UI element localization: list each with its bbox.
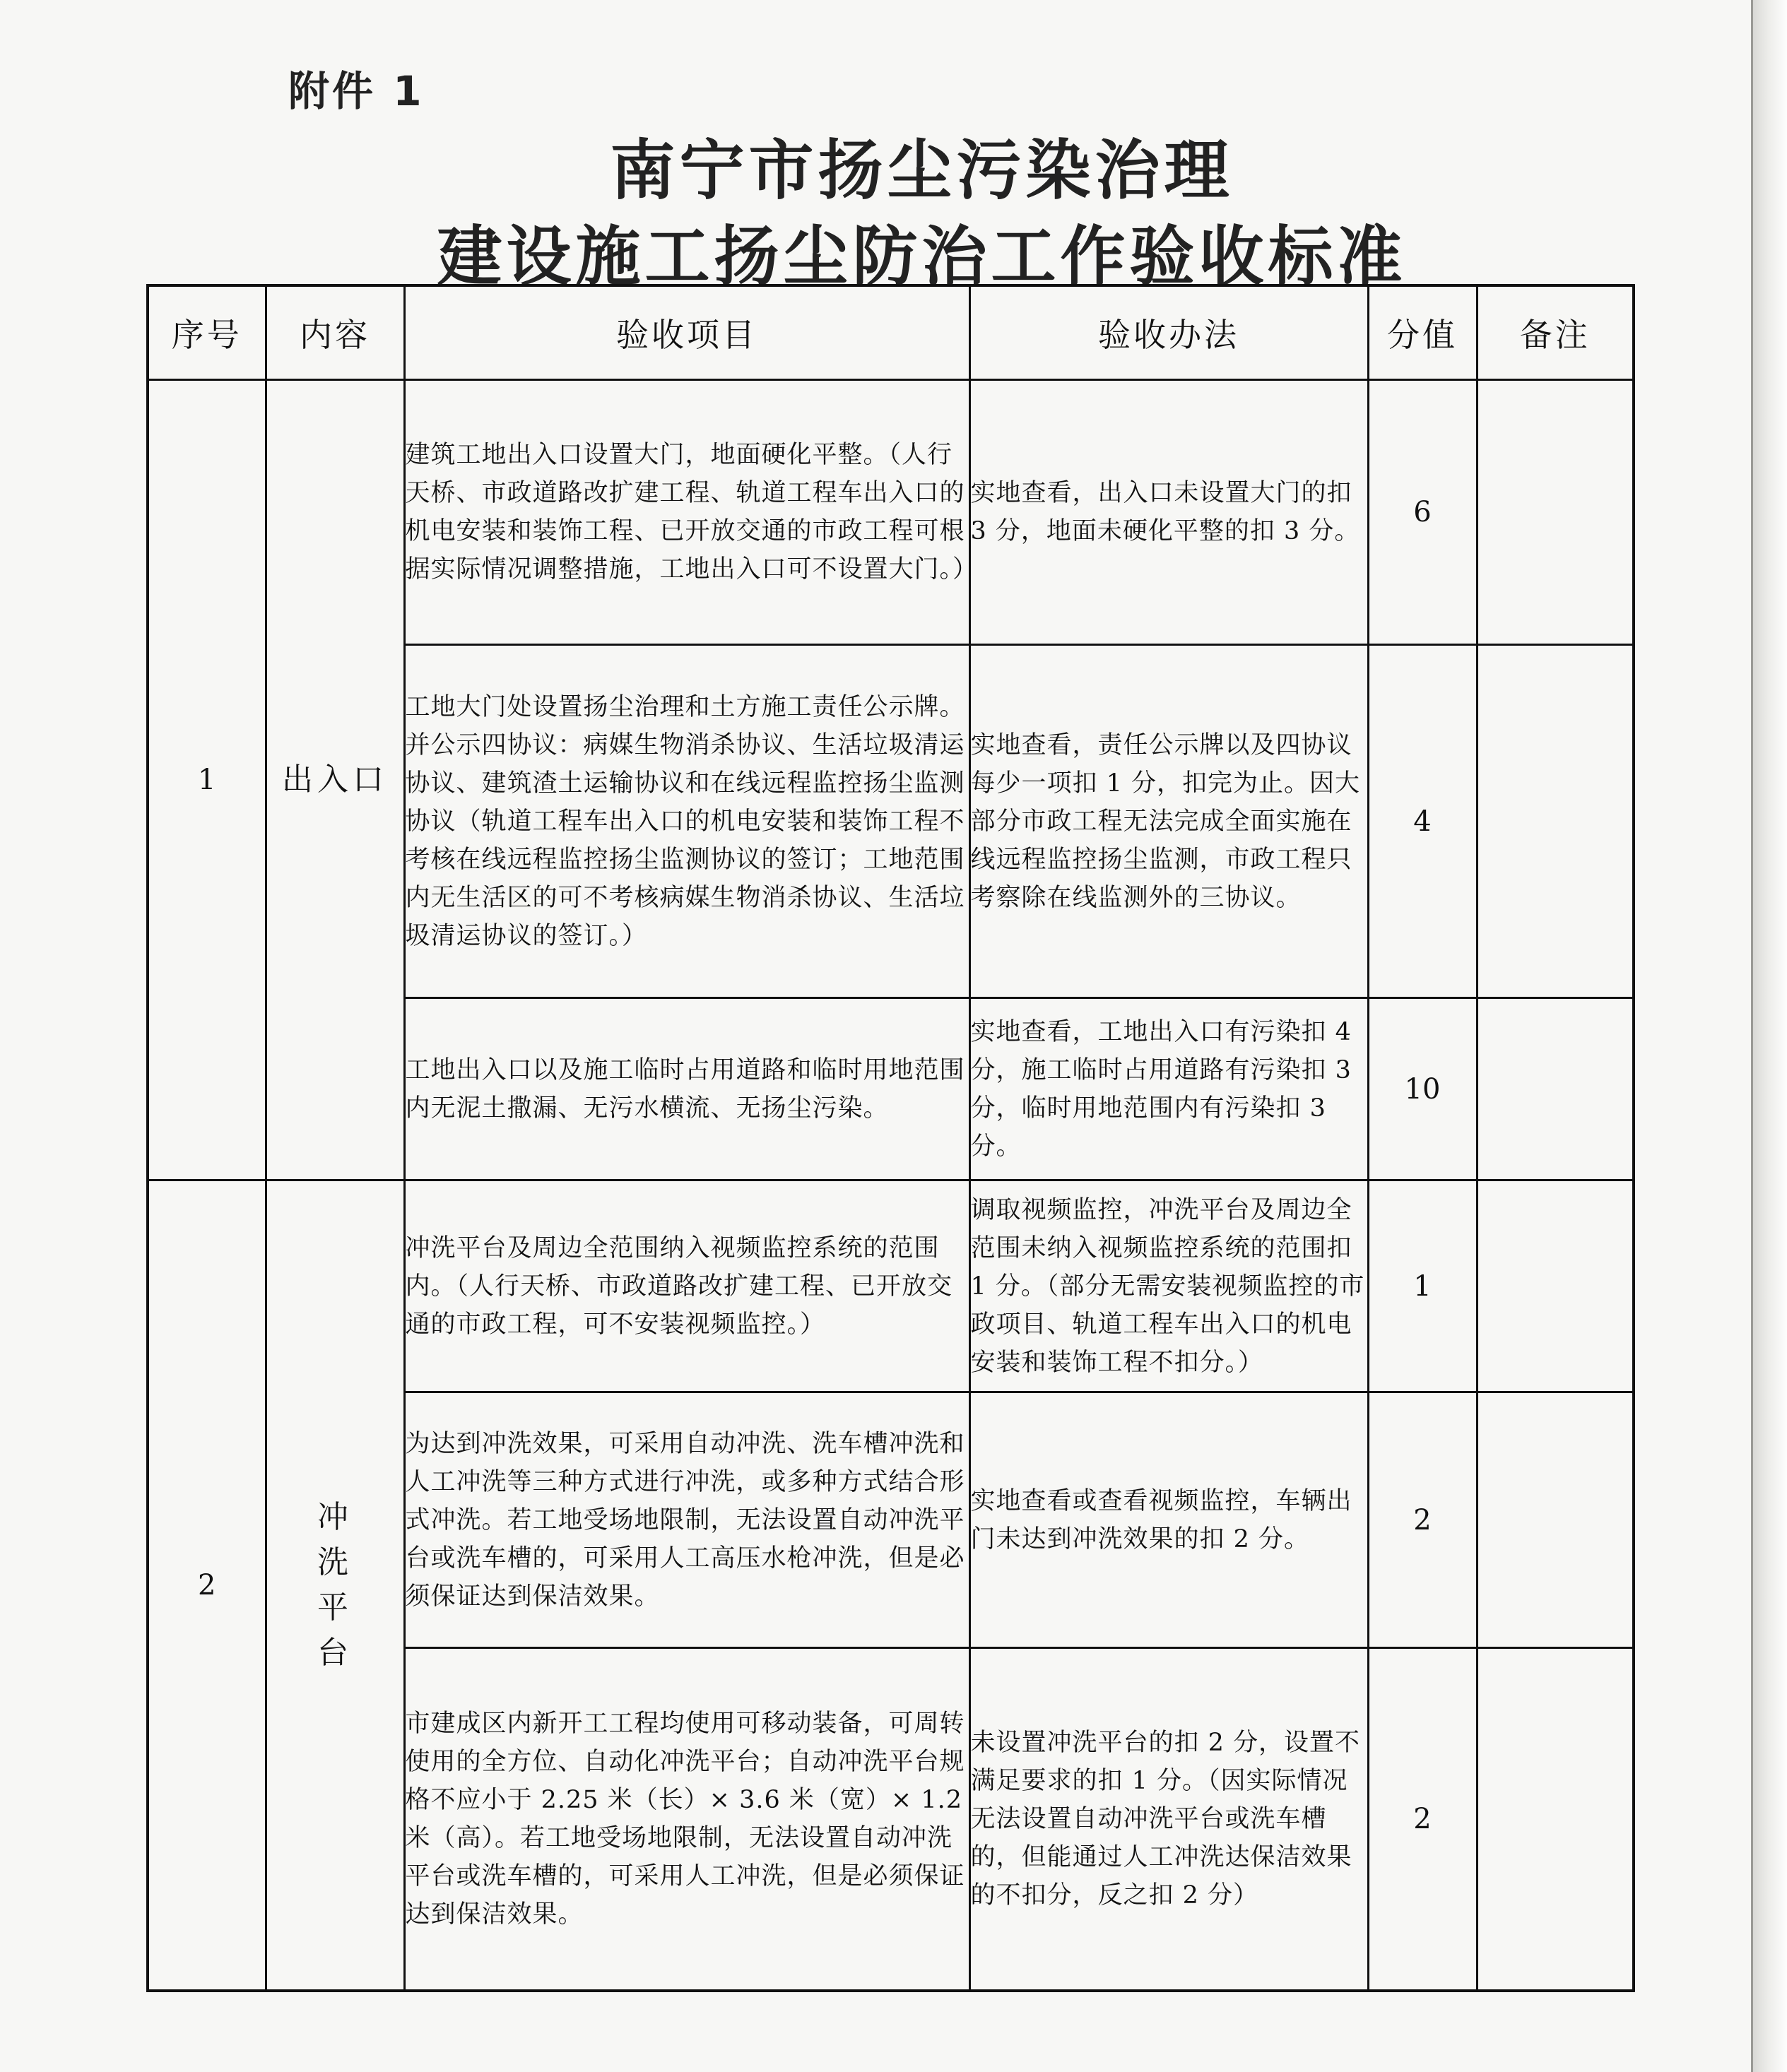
group-content-cell xyxy=(266,1180,404,1991)
note-cell xyxy=(1477,1392,1634,1648)
note-cell xyxy=(1477,380,1634,645)
acceptance-item: 工地出入口以及施工临时占用道路和临时用地范围内无泥土撒漏、无污水横流、无扬尘污染。 xyxy=(404,998,969,1180)
score-value: 4 xyxy=(1368,645,1477,998)
document-title-line1: 南宁市扬尘污染治理 xyxy=(610,133,1234,208)
header-seq: 序号 xyxy=(148,285,266,380)
note-cell xyxy=(1477,1180,1634,1392)
header-score: 分值 xyxy=(1368,285,1477,380)
acceptance-item: 为达到冲洗效果，可采用自动冲洗、洗车槽冲洗和人工冲洗等三种方式进行冲洗，或多种方式结合形式冲洗。若工地受场地限制，无法设置自动冲洗平台或洗车槽的，可采用人工高压水枪冲洗，但是必须保证达到保洁效果。 xyxy=(404,1392,969,1648)
note-cell xyxy=(1477,1648,1634,1991)
acceptance-method: 实地查看，责任公示牌以及四协议每少一项扣 1 分，扣完为止。因大部分市政工程无法完成全面实施在线远程监控扬尘监测，市政工程只考察除在线监测外的三协议。 xyxy=(969,645,1368,998)
group-content: 出入口 xyxy=(266,380,404,1180)
acceptance-item: 冲洗平台及周边全范围纳入视频监控系统的范围内。（人行天桥、市政道路改扩建工程、已开放交通的市政工程，可不安装视频监控。） xyxy=(404,1180,969,1392)
acceptance-method: 未设置冲洗平台的扣 2 分，设置不满足要求的扣 1 分。（因实际情况无法设置自动冲洗平台或洗车槽的，但能通过人工冲洗达保洁效果的不扣分，反之扣 2 分） xyxy=(969,1648,1368,1991)
acceptance-method: 实地查看，出入口未设置大门的扣 3 分，地面未硬化平整的扣 3 分。 xyxy=(969,380,1368,645)
acceptance-method: 实地查看，工地出入口有污染扣 4 分，施工临时占用道路有污染扣 3 分，临时用地范围内有污染扣 3 分。 xyxy=(969,998,1368,1180)
header-item: 验收项目 xyxy=(404,285,969,380)
note-cell xyxy=(1477,998,1634,1180)
note-cell xyxy=(1477,645,1634,998)
acceptance-item: 市建成区内新开工工程均使用可移动装备，可周转使用的全方位、自动化冲洗平台；自动冲洗平台规格不应小于 2.25 米（长）× 3.6 米（宽）× 1.2 米（高）。若工地受场地限制，无法设置自动冲洗平台或洗车槽的，可采用人工冲洗，但是必须保证达到保洁效果。 xyxy=(404,1648,969,1991)
acceptance-item: 建筑工地出入口设置大门，地面硬化平整。（人行天桥、市政道路改扩建工程、轨道工程车出入口的机电安装和装饰工程、已开放交通的市政工程可根据实际情况调整措施，工地出入口可不设置大门。） xyxy=(404,380,969,645)
document-title-line2: 建设施工扬尘防治工作验收标准 xyxy=(437,219,1407,295)
acceptance-method: 调取视频监控，冲洗平台及周边全范围未纳入视频监控系统的范围扣 1 分。（部分无需安装视频监控的市政项目、轨道工程车出入口的机电安装和装饰工程不扣分。） xyxy=(969,1180,1368,1392)
score-value: 10 xyxy=(1368,998,1477,1180)
table-row xyxy=(148,380,1634,645)
header-note: 备注 xyxy=(1477,285,1634,380)
header-method: 验收办法 xyxy=(969,285,1368,380)
score-value: 1 xyxy=(1368,1180,1477,1392)
page-edge-shadow xyxy=(1751,0,1787,2072)
acceptance-item: 工地大门处设置扬尘治理和土方施工责任公示牌。并公示四协议：病媒生物消杀协议、生活垃圾清运协议、建筑渣土运输协议和在线远程监控扬尘监测协议（轨道工程车出入口的机电安装和装饰工程不考核在线远程监控扬尘监测协议的签订；工地范围内无生活区的可不考核病媒生物消杀协议、生活垃圾清运协议的签订。） xyxy=(404,645,969,998)
group-seq: 1 xyxy=(148,380,266,1180)
header-content: 内容 xyxy=(266,285,404,380)
acceptance-standard-table xyxy=(146,284,1635,1992)
table-row xyxy=(148,1180,1634,1392)
acceptance-method: 实地查看或查看视频监控，车辆出门未达到冲洗效果的扣 2 分。 xyxy=(969,1392,1368,1648)
table-header-row xyxy=(148,285,1634,380)
score-value: 2 xyxy=(1368,1392,1477,1648)
score-value: 6 xyxy=(1368,380,1477,645)
group-seq: 2 xyxy=(148,1180,266,1991)
attachment-label: 附件 1 xyxy=(288,67,425,115)
score-value: 2 xyxy=(1368,1648,1477,1991)
group-content: 冲洗平台 xyxy=(317,1498,353,1671)
